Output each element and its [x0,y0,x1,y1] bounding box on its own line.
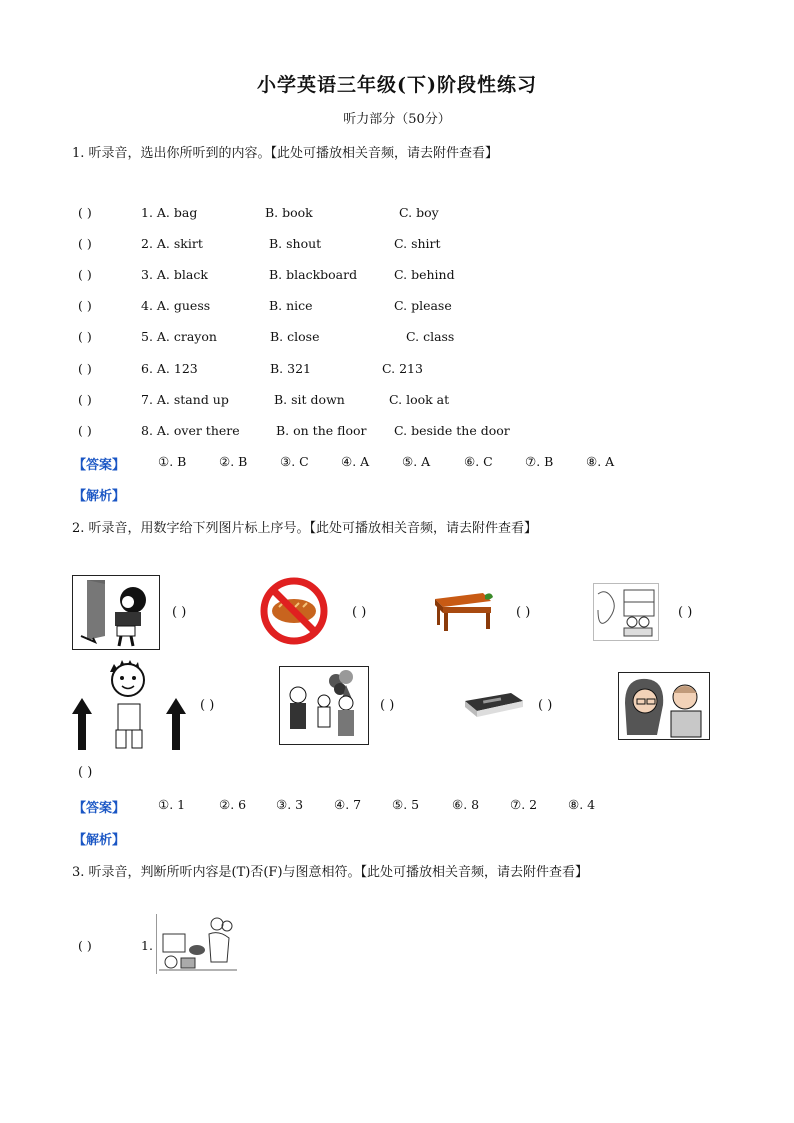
q1-row-6-option-a: 6. A. 123 [141,361,198,376]
q1-row-5-option-c: C. class [406,329,455,344]
q3-row-1-paren[interactable]: ( ) [78,938,92,953]
q2-paren-3[interactable]: ( ) [516,605,531,620]
q2-answer-8: ⑧. 4 [568,797,596,812]
picture-cats-toys [156,914,239,974]
q1-answer-5: ⑤. A [402,454,431,469]
q1-row-2-option-c: C. shirt [394,236,441,251]
q1-answer-6: ⑥. C [464,454,493,469]
q1-answer-8: ⑧. A [586,454,615,469]
q1-answer-7: ⑦. B [525,454,554,469]
q1-row-3-paren[interactable]: ( ) [78,267,92,282]
q1-row-8-paren[interactable]: ( ) [78,423,92,438]
q1-row-8-option-c: C. beside the door [394,423,510,438]
q2-paren-8[interactable]: ( ) [78,765,93,780]
page-title: 小学英语三年级(下)阶段性练习 [257,74,537,96]
page-subtitle: 听力部分（50分） [343,112,451,127]
q1-row-7-paren[interactable]: ( ) [78,392,92,407]
q1-answer-1: ①. B [158,454,187,469]
q1-row-4-option-b: B. nice [269,298,313,313]
q1-row-4-paren[interactable]: ( ) [78,298,92,313]
q1-row-4-option-a: 4. A. guess [141,298,211,313]
q2-answer-2: ②. 6 [219,797,247,812]
q1-row-1-option-c: C. boy [399,205,439,220]
q2-answer-4: ④. 7 [334,797,362,812]
q1-row-7-option-b: B. sit down [274,392,345,407]
q2-answer-1: ①. 1 [158,797,186,812]
q1-row-3-option-a: 3. A. black [141,267,208,282]
q1-row-8-option-b: B. on the floor [276,423,367,438]
picture-two-people [618,672,710,740]
q1-row-7-option-c: C. look at [389,392,450,407]
q2-paren-4[interactable]: ( ) [678,605,693,620]
q1-row-5-option-a: 5. A. crayon [141,329,217,344]
q2-answer-7: ⑦. 2 [510,797,538,812]
q1-row-2-option-a: 2. A. skirt [141,236,203,251]
question-3-header: 3. 听录音，判断所听内容是(T)否(F)与图意相符。【此处可播放相关音频，请去附件查看】 [72,865,589,880]
picture-classroom [593,583,659,641]
q1-row-3-option-b: B. blackboard [269,267,358,282]
q1-row-5-option-b: B. close [270,329,320,344]
q2-answer-6: ⑥. 8 [452,797,480,812]
q2-paren-6[interactable]: ( ) [380,698,395,713]
q1-analysis-label: 【解析】 [73,489,126,504]
q1-row-1-option-b: B. book [265,205,313,220]
q1-row-6-option-b: B. 321 [270,361,311,376]
q1-row-1-option-a: 1. A. bag [141,205,198,220]
q1-row-7-option-a: 7. A. stand up [141,392,229,407]
picture-no-bread [251,577,337,645]
q2-paren-1[interactable]: ( ) [172,605,187,620]
q1-row-3-option-c: C. behind [394,267,455,282]
q1-row-6-paren[interactable]: ( ) [78,361,92,376]
picture-desk [431,589,495,633]
question-1-header: 1. 听录音，选出你所听到的内容。【此处可播放相关音频，请去附件查看】 [72,146,499,161]
q2-paren-5[interactable]: ( ) [200,698,215,713]
q2-answer-5: ⑤. 5 [392,797,420,812]
q2-answer-3: ③. 3 [276,797,304,812]
q2-paren-7[interactable]: ( ) [538,698,553,713]
q1-row-2-option-b: B. shout [269,236,322,251]
q1-row-8-option-a: 8. A. over there [141,423,240,438]
q1-row-4-option-c: C. please [394,298,452,313]
q2-answer-label: 【答案】 [73,801,126,816]
q3-row-1-number: 1. [141,938,153,953]
picture-eraser [463,691,525,719]
q1-answer-label: 【答案】 [73,458,126,473]
q1-answer-3: ③. C [280,454,309,469]
q1-row-2-paren[interactable]: ( ) [78,236,92,251]
picture-door-person [72,575,160,650]
picture-stand-up [70,654,188,752]
q2-paren-2[interactable]: ( ) [352,605,367,620]
q1-row-5-paren[interactable]: ( ) [78,329,92,344]
q1-answer-4: ④. A [341,454,370,469]
picture-party [279,666,369,745]
question-2-header: 2. 听录音，用数字给下列图片标上序号。【此处可播放相关音频，请去附件查看】 [72,521,538,536]
q1-row-1-paren[interactable]: ( ) [78,205,92,220]
q2-analysis-label: 【解析】 [73,833,126,848]
q1-answer-2: ②. B [219,454,248,469]
q1-row-6-option-c: C. 213 [382,361,423,376]
